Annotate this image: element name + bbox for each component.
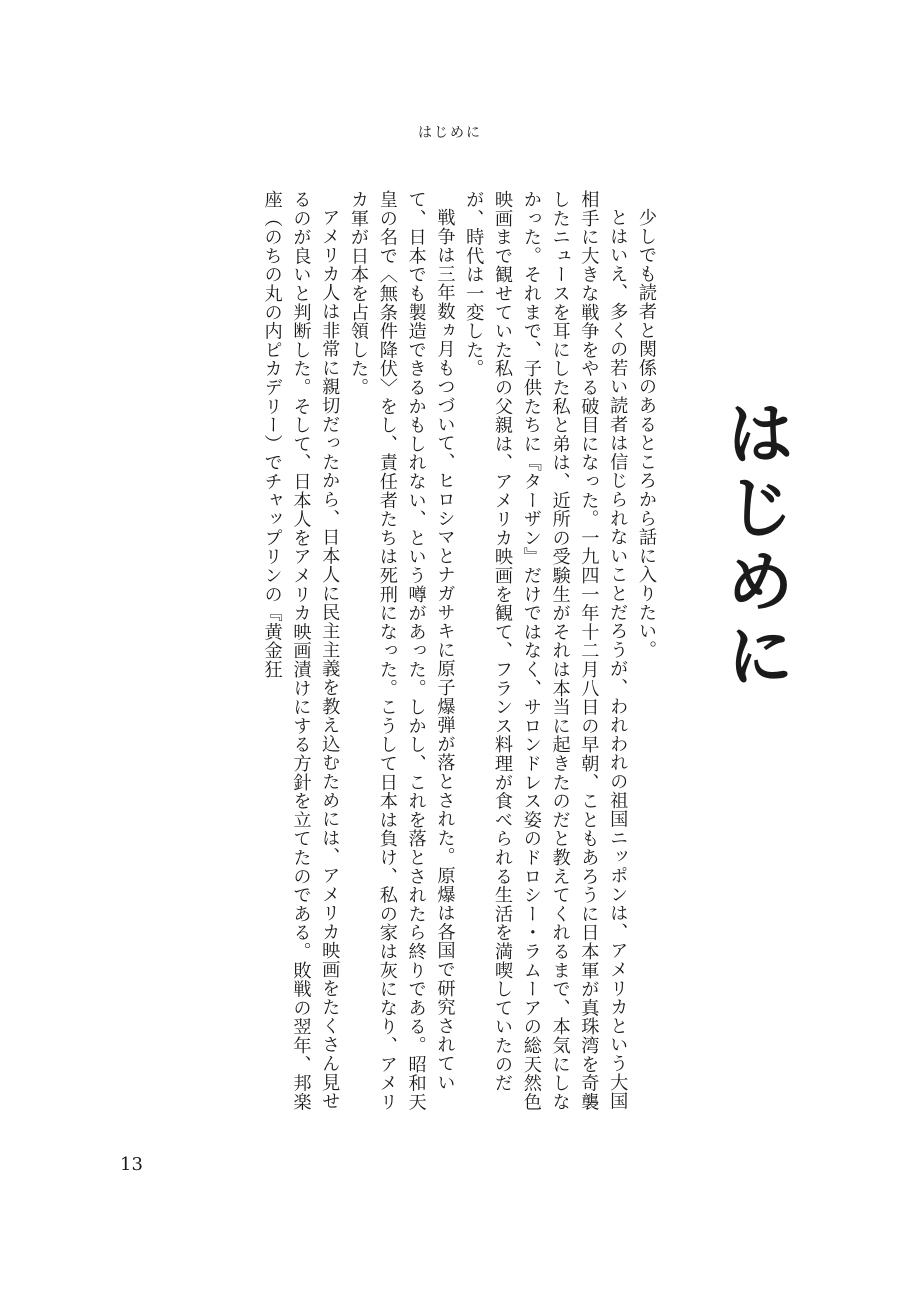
body-text (100, 190, 660, 1120)
paragraph-3: 戦争は三年数ヵ月もつづいて、ヒロシマとナガサキに原子爆弾が落とされた。原爆は各国で研究されていて、日本でも製造できるかもしれない、という噂があった。しかし、これを落とされたら終りである。昭和天皇の名で〈無条件降伏〉をし、責任者たちは死刑になった。こうして日本は負け、私の家は灰になり、アメリカ軍が日本を占領した。 (348, 190, 456, 1112)
page-number: 13 (120, 1154, 143, 1175)
paragraph-1: 少しでも読者と関係のあるところから話に入りたい。 (636, 208, 657, 660)
chapter-title: はじめに (715, 398, 794, 694)
paragraph-2: とはいえ、多くの若い読者は信じられないことだろうが、われわれの祖国ニッポンは、アメリカという大国相手に大きな戦争をやる破目になった。一九四一年十二月八日の早朝、こともあろうに日本軍が真珠湾を奇襲したニュースを耳にした私と弟は、近所の受験生がそれは本当に起きたのだと教えてくれるまで、本気にしなかった。それまで、子供たちに『ターザン』だけではなく、サロンドレス姿のドロシー・ラムーアの総天然色映画まで観せていた私の父親は、アメリカ映画を観て、フランス料理が食べられる生活を満喫していたのだが、時代は一変した。 (463, 190, 629, 1112)
running-head: はじめに (418, 125, 482, 141)
paragraph-4: アメリカ人は非常に親切だったから、日本人に民主主義を教え込むためには、アメリカ映画をたくさん見せるのが良いと判断した。そして、日本人をアメリカ映画漬けにする方針を立てたのである。敗戦の翌年、邦楽座（のちの丸の内ピカデリー）でチャップリンの『黄金狂 (261, 190, 341, 1112)
